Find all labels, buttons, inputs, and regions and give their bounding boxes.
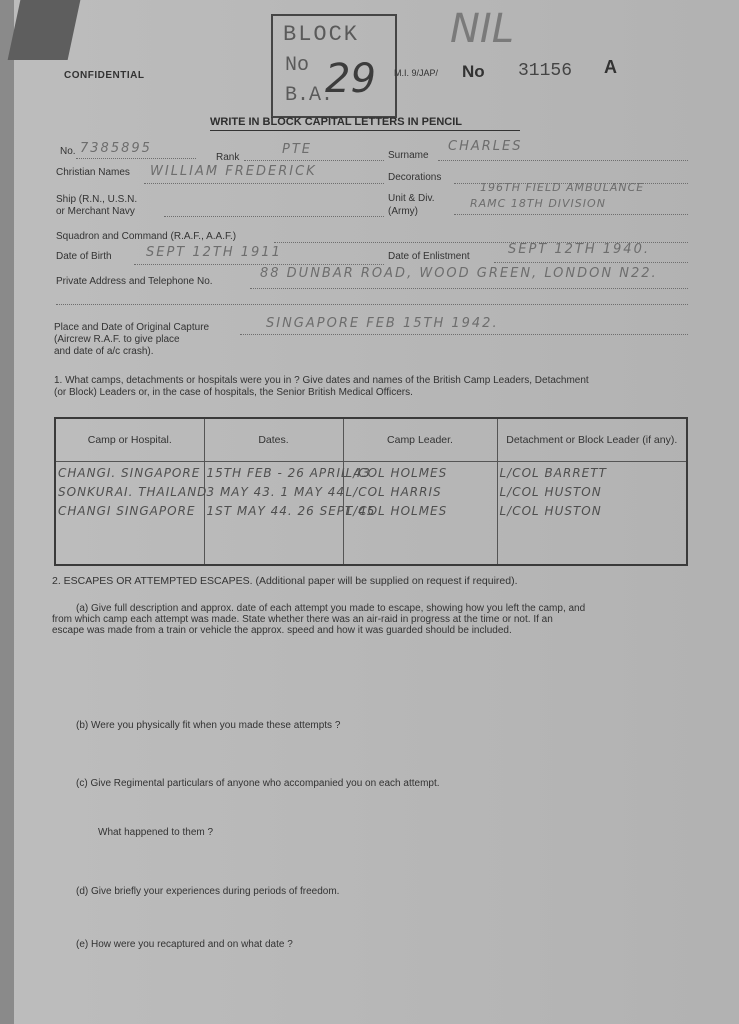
section2-c2: What happened to them ? (98, 827, 214, 838)
ship-label-line1: Ship (R.N., U.S.N. (56, 194, 138, 205)
block-stamp (271, 14, 397, 118)
ship-label-line2: or Merchant Navy (56, 206, 135, 217)
camp-table-body-row (55, 462, 687, 566)
christian-names-value: WILLIAM FREDERICK (150, 164, 317, 179)
instruction-heading: WRITE IN BLOCK CAPITAL LETTERS IN PENCIL (210, 116, 462, 128)
table-cell: L/COL HOLMES (345, 466, 448, 480)
table-cell: L/COL HUSTON (499, 504, 602, 518)
table-cell: L/COL HUSTON (499, 485, 602, 499)
section2-b: (b) Were you physically fit when you made these attempts ? (76, 720, 341, 731)
dob-value: SEPT 12TH 1911 (146, 245, 282, 260)
section2-c: (c) Give Regimental particulars of anyone who accompanied you on each attempt. (76, 778, 440, 789)
unit-label-line2: (Army) (388, 206, 418, 217)
camp-leader-column-header: Camp Leader. (343, 418, 497, 462)
capture-label-line2: (Aircrew R.A.F. to give place (54, 334, 180, 345)
detachment-leader-column-cell (497, 462, 687, 566)
stamp-number: 29 (325, 56, 376, 102)
section2-a-line1: (a) Give full description and approx. date of each attempt you made to escape, showing how you left the camp, and (76, 603, 586, 614)
stamp-no-text: No (285, 54, 310, 77)
christian-names-label: Christian Names (56, 167, 130, 178)
number-field-label: No. (60, 146, 76, 157)
rank-label: Rank (216, 152, 240, 163)
table-cell: CHANGI. SINGAPORE (58, 466, 201, 480)
pencil-note: NIL (450, 6, 515, 52)
unit-label-line1: Unit & Div. (388, 193, 435, 204)
table-cell: 1ST MAY 44. 26 SEPT 45 (206, 504, 376, 518)
section2-a-line2: from which camp each attempt was made. State whether there was an air-raid in progress at the time or not. If an (52, 614, 553, 625)
camp-leader-column-cell (343, 462, 497, 566)
stamp-ba-text: B.A. (285, 84, 334, 107)
stamp-block-text: BLOCK (283, 22, 360, 47)
dates-column-header: Dates. (204, 418, 343, 462)
surname-label: Surname (388, 150, 429, 161)
detachment-leader-column-header: Detachment or Block Leader (if any). (497, 418, 687, 462)
classification-label: CONFIDENTIAL (64, 70, 145, 81)
serial-number: 31156 (518, 61, 573, 81)
squadron-label: Squadron and Command (R.A.F., A.A.F.) (56, 231, 237, 242)
camp-column-cell (55, 462, 208, 566)
section2-a-line3: escape was made from a train or vehicle the approx. speed and how it was guarded should be included. (52, 625, 512, 636)
capture-value: SINGAPORE FEB 15TH 1942. (266, 316, 499, 331)
table-cell: 3 MAY 43. 1 MAY 44 (206, 485, 345, 499)
number-field-value: 7385895 (80, 141, 152, 156)
table-cell: L/COL HARRIS (345, 485, 442, 499)
table-cell: CHANGI SINGAPORE (58, 504, 196, 518)
dob-label: Date of Birth (56, 251, 112, 262)
section2-e: (e) How were you recaptured and on what date ? (76, 939, 293, 950)
table-cell: SONKURAI. THAILAND (58, 485, 208, 499)
unit-value-line1: 196TH FIELD AMBULANCE (480, 181, 645, 194)
instruction-underline (210, 130, 520, 131)
enlistment-value: SEPT 12TH 1940. (508, 242, 650, 257)
capture-label-line3: and date of a/c crash). (54, 346, 154, 357)
address-value: 88 DUNBAR ROAD, WOOD GREEN, LONDON N22. (260, 266, 658, 281)
form-reference: M.I. 9/JAP/ (394, 68, 439, 78)
decorations-label: Decorations (388, 172, 442, 183)
dates-column-cell (204, 462, 376, 566)
camp-column-header: Camp or Hospital. (55, 418, 204, 462)
question1-line2: (or Block) Leaders or, in the case of hospitals, the Senior British Medical Officers. (54, 387, 413, 398)
capture-label-line1: Place and Date of Original Capture (54, 322, 210, 333)
camp-table-header-row (55, 418, 687, 462)
rank-value: PTE (282, 142, 312, 157)
section2-heading: 2. ESCAPES OR ATTEMPTED ESCAPES. (Additional paper will be supplied on request if required). (52, 575, 518, 587)
serial-suffix: A (604, 57, 617, 77)
number-label: No (462, 62, 485, 81)
table-cell: 15TH FEB - 26 APRIL 43 (206, 466, 371, 480)
surname-value: CHARLES (448, 139, 523, 154)
table-cell: L/COL HOLMES (345, 504, 448, 518)
camp-table (54, 417, 688, 566)
enlistment-label: Date of Enlistment (388, 251, 470, 262)
question1-line1: 1. What camps, detachments or hospitals were you in ? Give dates and names of the British Camp Leaders, Detachment (54, 375, 589, 386)
address-label: Private Address and Telephone No. (56, 276, 213, 287)
unit-value-line2: RAMC 18TH DIVISION (470, 197, 606, 210)
section2-d: (d) Give briefly your experiences during periods of freedom. (76, 886, 340, 897)
folder-tab (8, 0, 81, 60)
table-cell: L/COL BARRETT (499, 466, 607, 480)
